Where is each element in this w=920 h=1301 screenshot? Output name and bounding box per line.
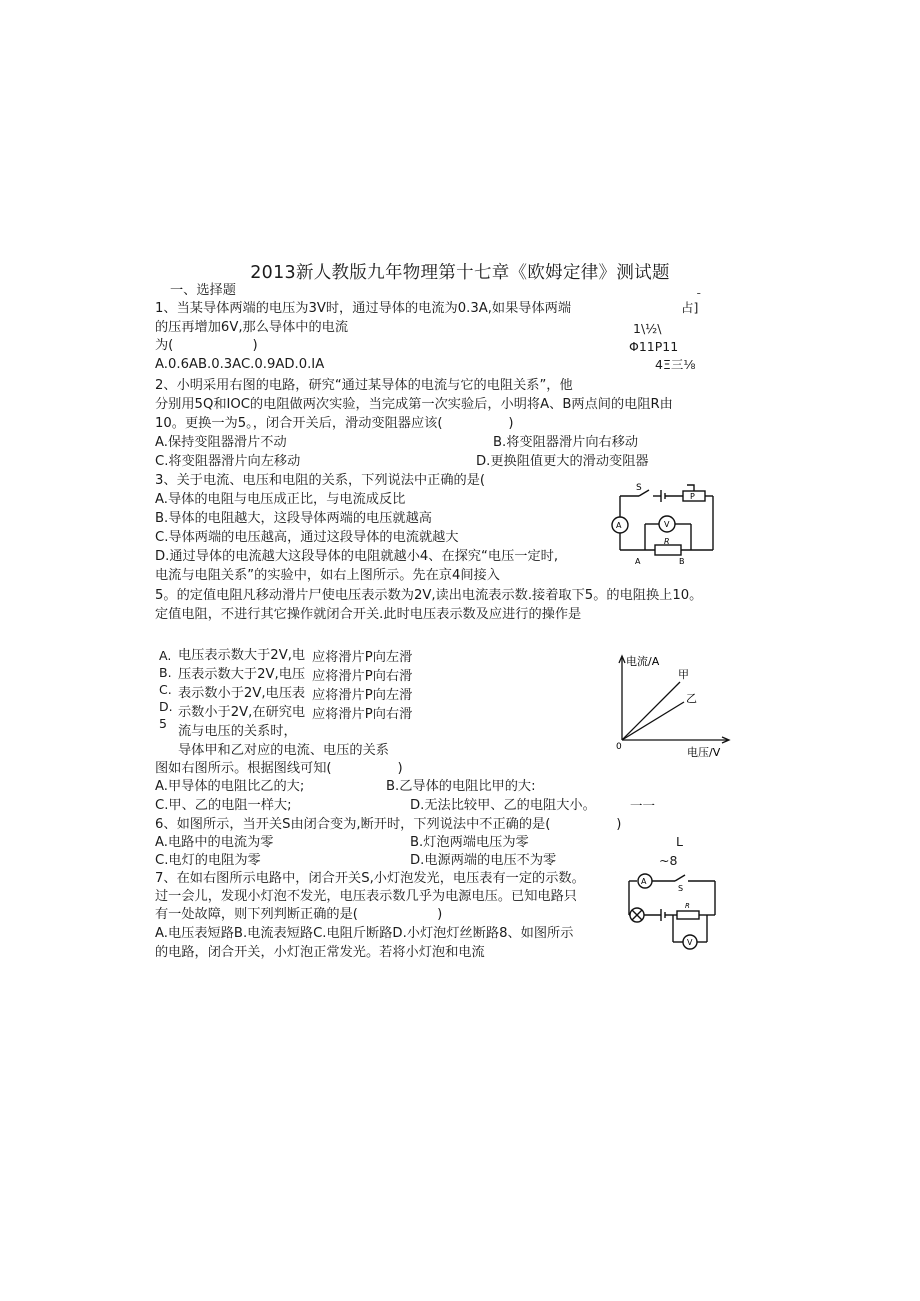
q5-option-d: D.无法比较甲、乙的电阻大小。: [410, 798, 596, 813]
graph-origin: 0: [616, 742, 622, 752]
q1-line3: 为( ): [155, 338, 258, 353]
q7-line4: A.电压表短路B.电流表短路C.电阻斤断路D.小灯泡灯丝断路8、如图所示: [155, 926, 574, 941]
q4-option-b-left: 压表示数大于2V,电压: [178, 667, 306, 682]
q5-option-a: A.甲导体的电阻比乙的大;: [155, 779, 305, 794]
q4-option-c-left: 表示数小于2V,电压表: [178, 686, 306, 701]
q4-option-a-left: 电压表示数大于2V,电: [178, 648, 306, 663]
q1-options: A.0.6AB.0.3AC.0.9AD.0.IA: [155, 357, 325, 372]
q3-option-b: B.导体的电阻越大，这段导体两端的电压就越高: [155, 511, 432, 526]
fig1-label-v: V: [664, 520, 670, 529]
fig1-label-point-a: A: [635, 557, 641, 566]
q3-option-c: C.导体两端的电压越高，通过这段导体的电流就越大: [155, 530, 459, 545]
fig3-label-a: A: [641, 877, 647, 886]
q2-option-b: B.将变阻器滑片向右移动: [493, 435, 639, 450]
section-heading: 一、选择题: [170, 283, 236, 298]
q6-option-a: A.电路中的电流为零: [155, 835, 274, 850]
q2-option-d: D.更换阻值更大的滑动变阻器: [476, 454, 649, 469]
line-yi: [622, 702, 684, 740]
q4-letter-c: C.: [159, 682, 172, 697]
fig3-label-r: R: [685, 902, 690, 910]
q2-line1: 2、小明采用右图的电路，研究“通过某导体的电流与它的电阻关系”，他: [155, 378, 573, 393]
q4-option-a-right: 应将滑片P向左滑: [312, 650, 413, 665]
q4-option-d-left: 示数小于2V,在研究电: [178, 705, 306, 720]
circuit-figure-3: [617, 869, 725, 954]
q5-option-b: B.乙导体的电阻比甲的大:: [386, 779, 536, 794]
fig3-label-v: V: [687, 938, 693, 947]
graph-ylabel: 电流/A: [626, 655, 660, 668]
circuit-figure-1: [605, 478, 720, 568]
side-mark-1b: ¯: [696, 291, 702, 304]
fig1-label-r: R: [664, 537, 670, 546]
q1-line2: 的压再增加6V,那么导体中的电流: [155, 320, 349, 335]
q7-line2: 过一会儿，发现小灯泡不发光，电压表示数几乎为电源电压。已知电路只: [155, 889, 577, 904]
q5-line2: 图如右图所示。根据图线可知( ): [155, 761, 403, 776]
fig1-label-p: P: [690, 492, 695, 501]
q6-option-d: D.电源两端的电压不为零: [410, 853, 557, 868]
graph-label-jia: 甲: [678, 668, 689, 681]
q4-letter-b: B.: [159, 665, 172, 680]
q4-letter-a: A.: [159, 648, 172, 663]
graph-label-yi: 乙: [686, 692, 697, 705]
q4-option-b-right: 应将滑片P向右滑: [312, 669, 413, 684]
q4-letter-5: 5: [159, 716, 167, 731]
q2-line3: 10。更换一为5。，闭合开关后，滑动变阻器应该( ): [155, 416, 514, 431]
q2-option-a: A.保持变阻器滑片不动: [155, 435, 287, 450]
q6-option-c: C.电灯的电阻为零: [155, 853, 261, 868]
q7-line1: 7、在如右图所示电路中，闭合开关S,小灯泡发光，电压表有一定的示数。: [155, 871, 585, 886]
side-mark-2: 1\½\: [633, 321, 662, 336]
q2-option-c: C.将变阻器滑片向左移动: [155, 454, 301, 469]
side-eight: ~8: [659, 853, 678, 868]
graph-xlabel: 电压/V: [687, 746, 721, 759]
q3-line1: 3、关于电流、电压和电阻的关系，下列说法中正确的是(: [155, 473, 486, 488]
q5-line1: 导体甲和乙对应的电流、电压的关系: [178, 743, 389, 758]
line-jia: [622, 682, 680, 740]
q4-line3: 定值电阻，不进行其它操作就闭合开关.此时电压表示数及应进行的操作是: [155, 607, 582, 622]
q5-option-c: C.甲、乙的电阻一样大;: [155, 798, 292, 813]
q4-line1: 电流与电阻关系”的实验中，如右上图所示。先在京4间接入: [155, 568, 500, 583]
q7-line3: 有一处故障，则下列判断正确的是( ): [155, 907, 443, 922]
fig3-label-s: S: [678, 884, 684, 893]
side-mark-3: Φ11P11: [629, 339, 679, 354]
q6-line1: 6、如图所示，当开关S由闭合变为,断开时，下列说法中不正确的是( ): [155, 817, 622, 832]
q3-option-d: D.通过导体的电流越大这段导体的电阻就越小4、在探究“电压一定时,: [155, 549, 559, 564]
fig1-label-s: S: [636, 483, 642, 493]
q2-line2: 分别用5Q和IOC的电阻做两次实验，当完成第一次实验后，小明将A、B两点间的电阻R由: [155, 397, 673, 412]
fig1-label-a: A: [616, 521, 622, 530]
side-mark-1: 占]: [681, 300, 699, 315]
side-mark-4: 4Ξ三⅛: [655, 357, 696, 372]
q4-option-c-right: 应将滑片P向左滑: [312, 688, 413, 703]
q7-line5: 的电路，闭合开关，小灯泡正常发光。若将小灯泡和电流: [155, 945, 485, 960]
q6-option-b: B.灯泡两端电压为零: [410, 835, 529, 850]
side-dash: 一一: [630, 798, 656, 813]
q4-line2: 5。的定值电阻凡移动滑片尸使电压表示数为2V,读出电流表示数.接着取下5。的电阻换上10。: [155, 588, 703, 603]
iu-graph: [614, 652, 734, 762]
q3-option-a: A.导体的电阻与电压成正比，与电流成反比: [155, 492, 406, 507]
page-title: 2013新人教版九年物理第十七章《欧姆定律》测试题: [250, 263, 670, 283]
q4-option-d-right: 应将滑片P向右滑: [312, 707, 413, 722]
q1-line1: 1、当某导体两端的电压为3V时，通过导体的电流为0.3A,如果导体两端: [155, 301, 572, 316]
q4-letter-d: D.: [159, 699, 173, 714]
side-l: L: [676, 834, 683, 849]
q4-option-e-left: 流与电压的关系时，: [178, 724, 297, 739]
fig1-label-point-b: B: [679, 557, 685, 566]
